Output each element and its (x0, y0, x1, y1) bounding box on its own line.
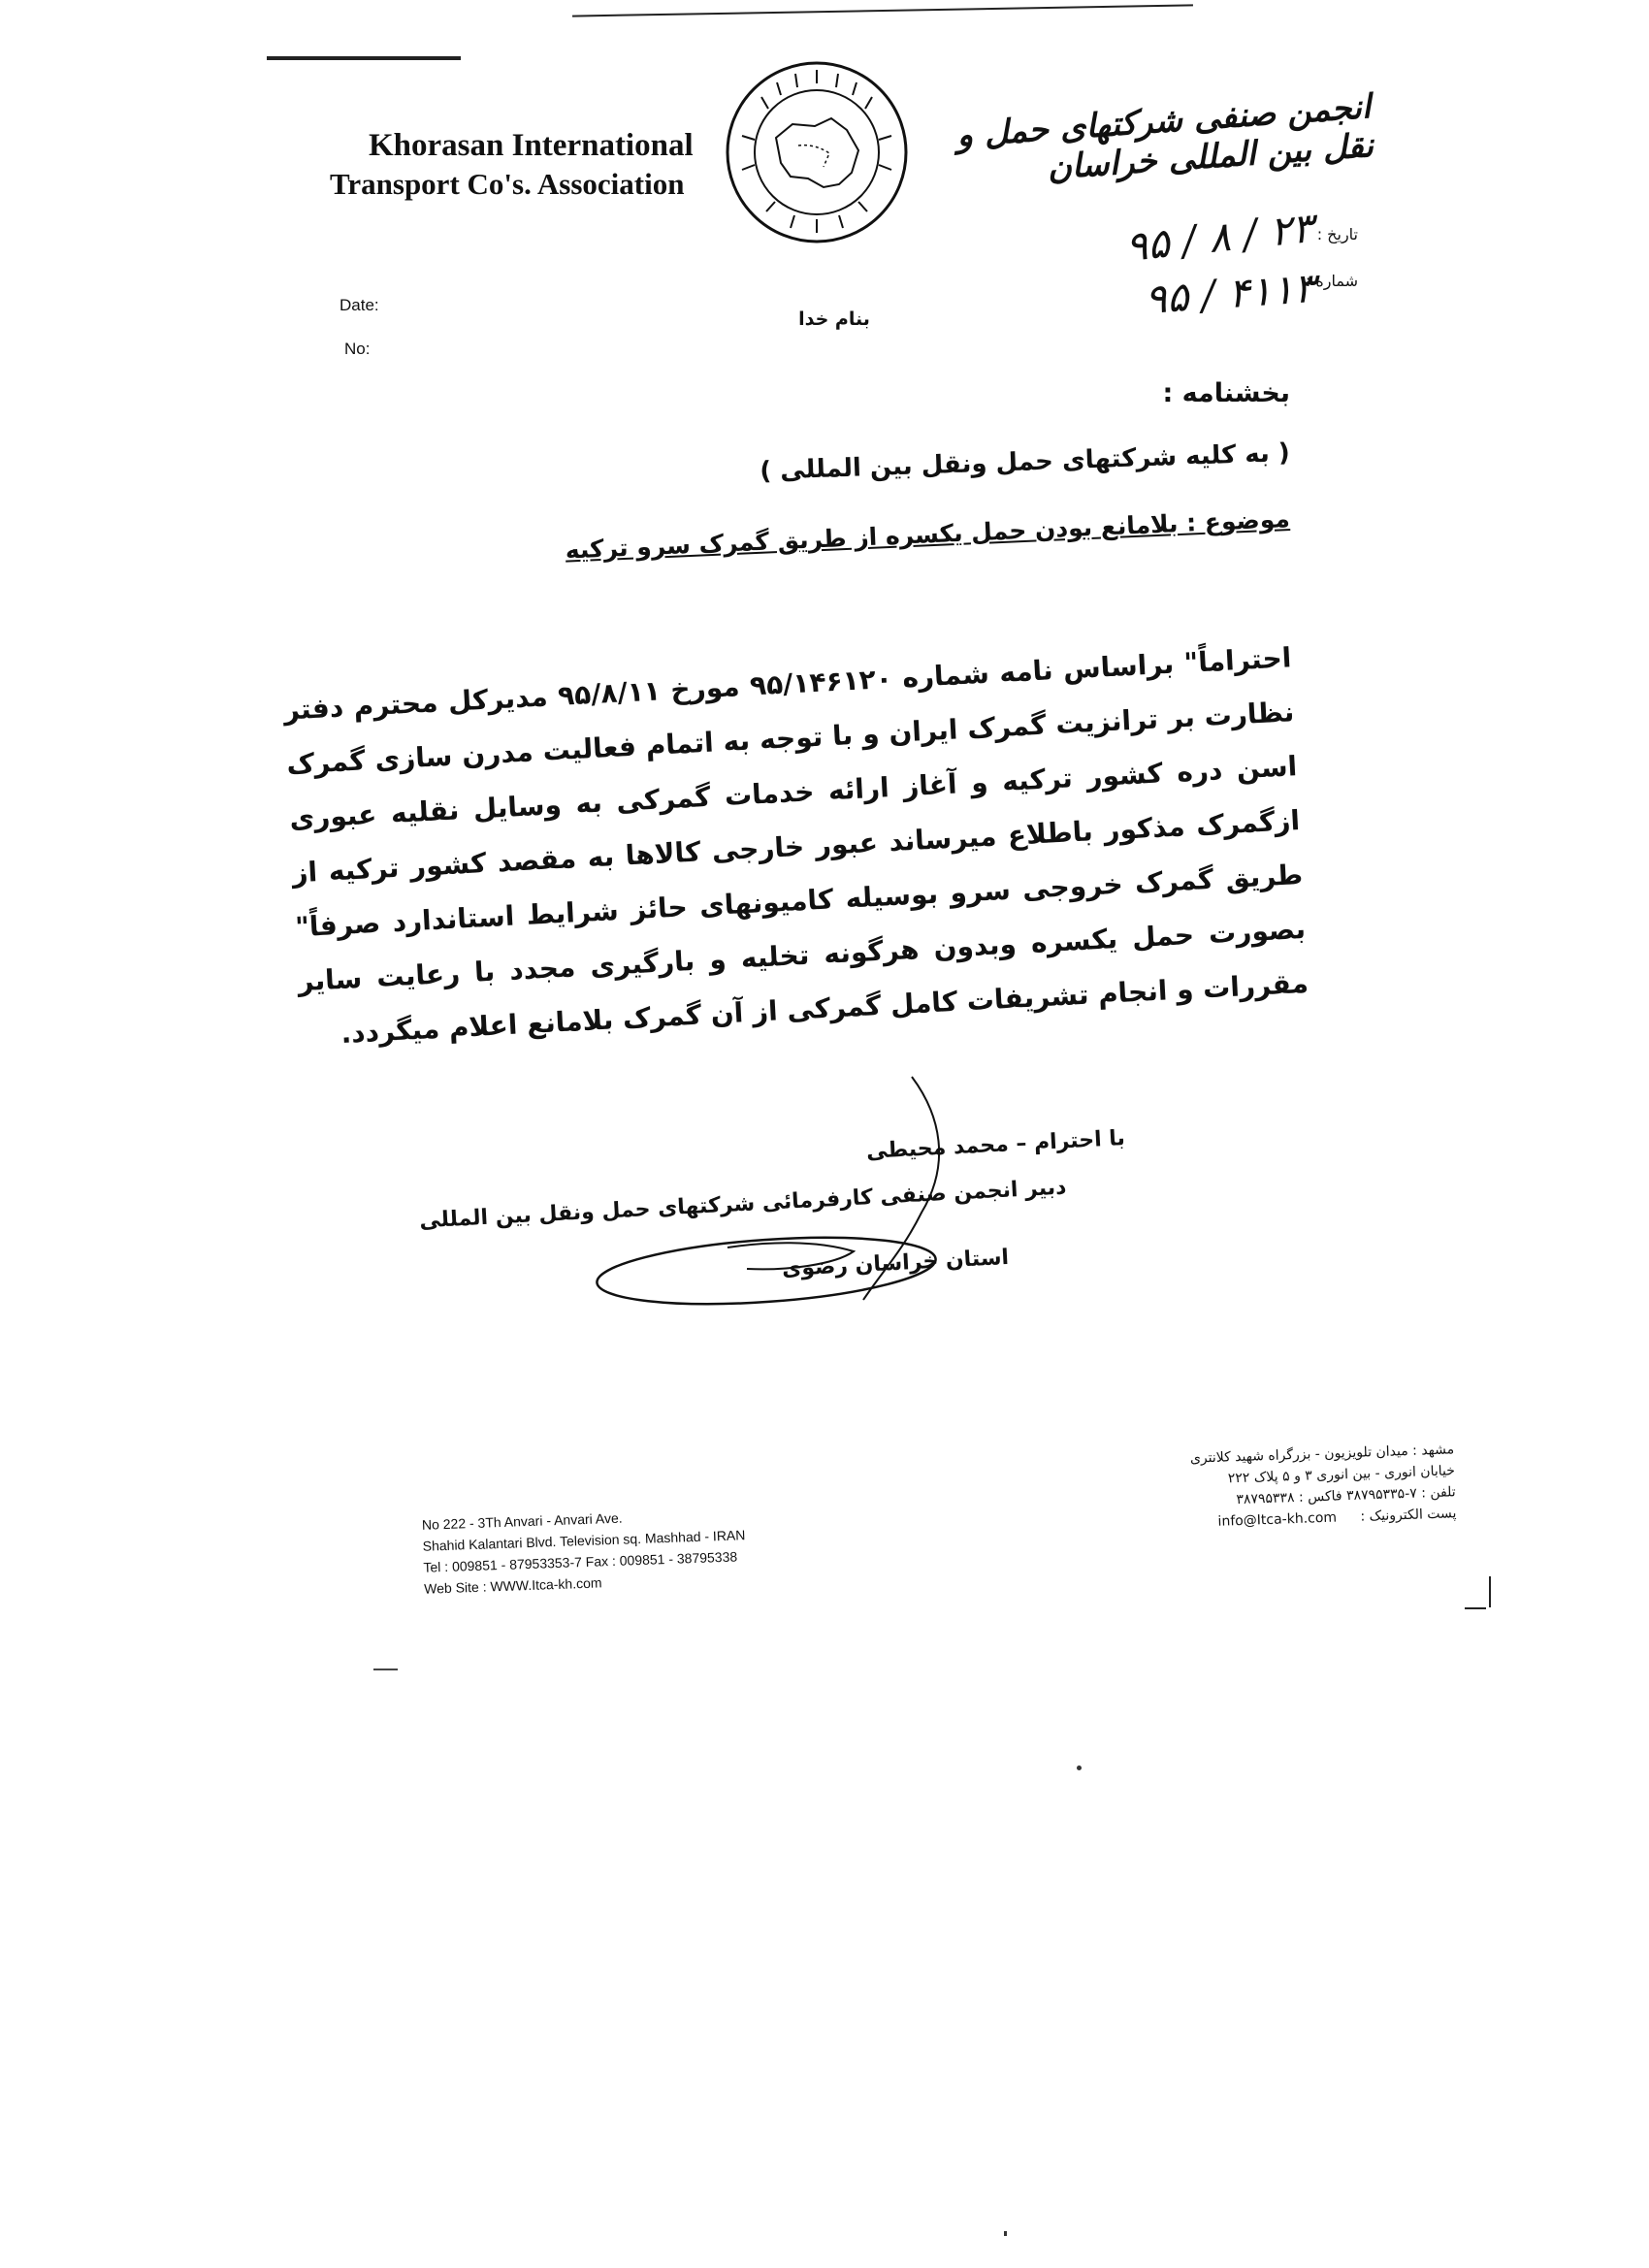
signature-title: دبیر انجمن صنفی کارفرمائی شرکتهای حمل ونقل بین المللی (419, 1175, 1068, 1234)
footer-fa-line1: مشهد : میدان تلویزیون - بزرگراه شهید کلانتری (1189, 1442, 1455, 1467)
scan-mark (1465, 1607, 1486, 1609)
footer-address-fa (1189, 1439, 1456, 1533)
scan-mark (1004, 2231, 1007, 2236)
no-label-en: No: (344, 340, 371, 358)
footer-fa-line2: خیابان انوری - بین انوری ۳ و ۵ پلاک ۲۲۲ (1227, 1463, 1455, 1487)
recipients-line: ( به کلیه شرکتهای حمل ونقل بین المللی ) (760, 438, 1291, 487)
footer-en-line4: Web Site : WWW.Itca-kh.com (423, 1574, 602, 1597)
scan-mark (1489, 1576, 1491, 1607)
org-name-en-line1: Khorasan International (369, 128, 694, 163)
footer-en-line1: No 222 - 3Th Anvari - Anvari Ave. (421, 1509, 623, 1533)
scan-mark (373, 1669, 398, 1670)
circular-heading: بخشنامه : (1162, 378, 1290, 408)
handwritten-signature (592, 1057, 999, 1377)
letter-body (282, 631, 1310, 1051)
scan-mark (1077, 1766, 1082, 1770)
footer-email-label: پست الکترونیک : (1359, 1506, 1457, 1525)
date-label-en: Date: (340, 296, 379, 314)
footer-en-line3: Tel : 009851 - 87953353-7 Fax : 009851 - 38795338 (423, 1548, 738, 1575)
signature-closing: با احترام – محمد محیطی (865, 1126, 1126, 1164)
scan-line (267, 56, 461, 60)
footer-email: info@Itca-kh.com (1216, 1509, 1337, 1530)
basmala: بنام خدا (798, 308, 870, 330)
footer-address-en (422, 1503, 748, 1600)
date-value: ۹۵ / ۸ / ۲۳ (1122, 203, 1316, 272)
org-name-en-line2: Transport Co's. Association (330, 167, 685, 202)
date-label-fa: تاریخ : (1316, 225, 1358, 243)
footer-fa-line3: تلفن : ۷-۳۸۷۹۵۳۳۵ فاکس : ۳۸۷۹۵۳۳۸ (1235, 1484, 1456, 1508)
org-name-en (330, 126, 694, 204)
number-value: ۹۵ / ۴۱۱۳ (1143, 263, 1317, 324)
letter-body-text: احتراماً" براساس نامه شماره ۹۵/۱۴۶۱۲۰ مورخ ۹۵/۸/۱۱ مدیرکل محترم دفتر نظارت بر ترانزیت گمرک ایران و با توجه به اتمام فعالیت مدرن سازی گمرک اسن دره کشور ترکیه و آغاز ارائه خدمات گمرکی به وسایل نقلیه عبوری ازگمرک مذکور باطلاع میرساند عبور خارجی کالاها به مقصد کشور ترکیه از طریق گمرک خروجی سرو بوسیله کامیونهای حائز شرایط استاندارد صرفاً" بصورت حمل یکسره وبدون هرگونه تخلیه و بارگیری مجدد با رعایت سایر مقررات و انجام تشریفات کامل گمرکی از آن گمرک بلامانع اعلام میگردد. (282, 641, 1310, 1051)
association-logo (723, 58, 912, 247)
org-name-fa: انجمن صنفی شرکتهای حمل و نقل بین المللی خراسان (955, 87, 1375, 188)
scan-line (572, 4, 1193, 16)
footer-en-line2: Shahid Kalantari Blvd. Television sq. Mashhad - IRAN (422, 1527, 746, 1554)
signature-title-line2: استان خراسان رضوی (781, 1245, 1010, 1282)
subject-line: موضوع : بلامانع بودن حمل یکسره از طریق گمرک سرو ترکیه (565, 504, 1291, 565)
number-label-fa: شماره : (1305, 272, 1358, 290)
